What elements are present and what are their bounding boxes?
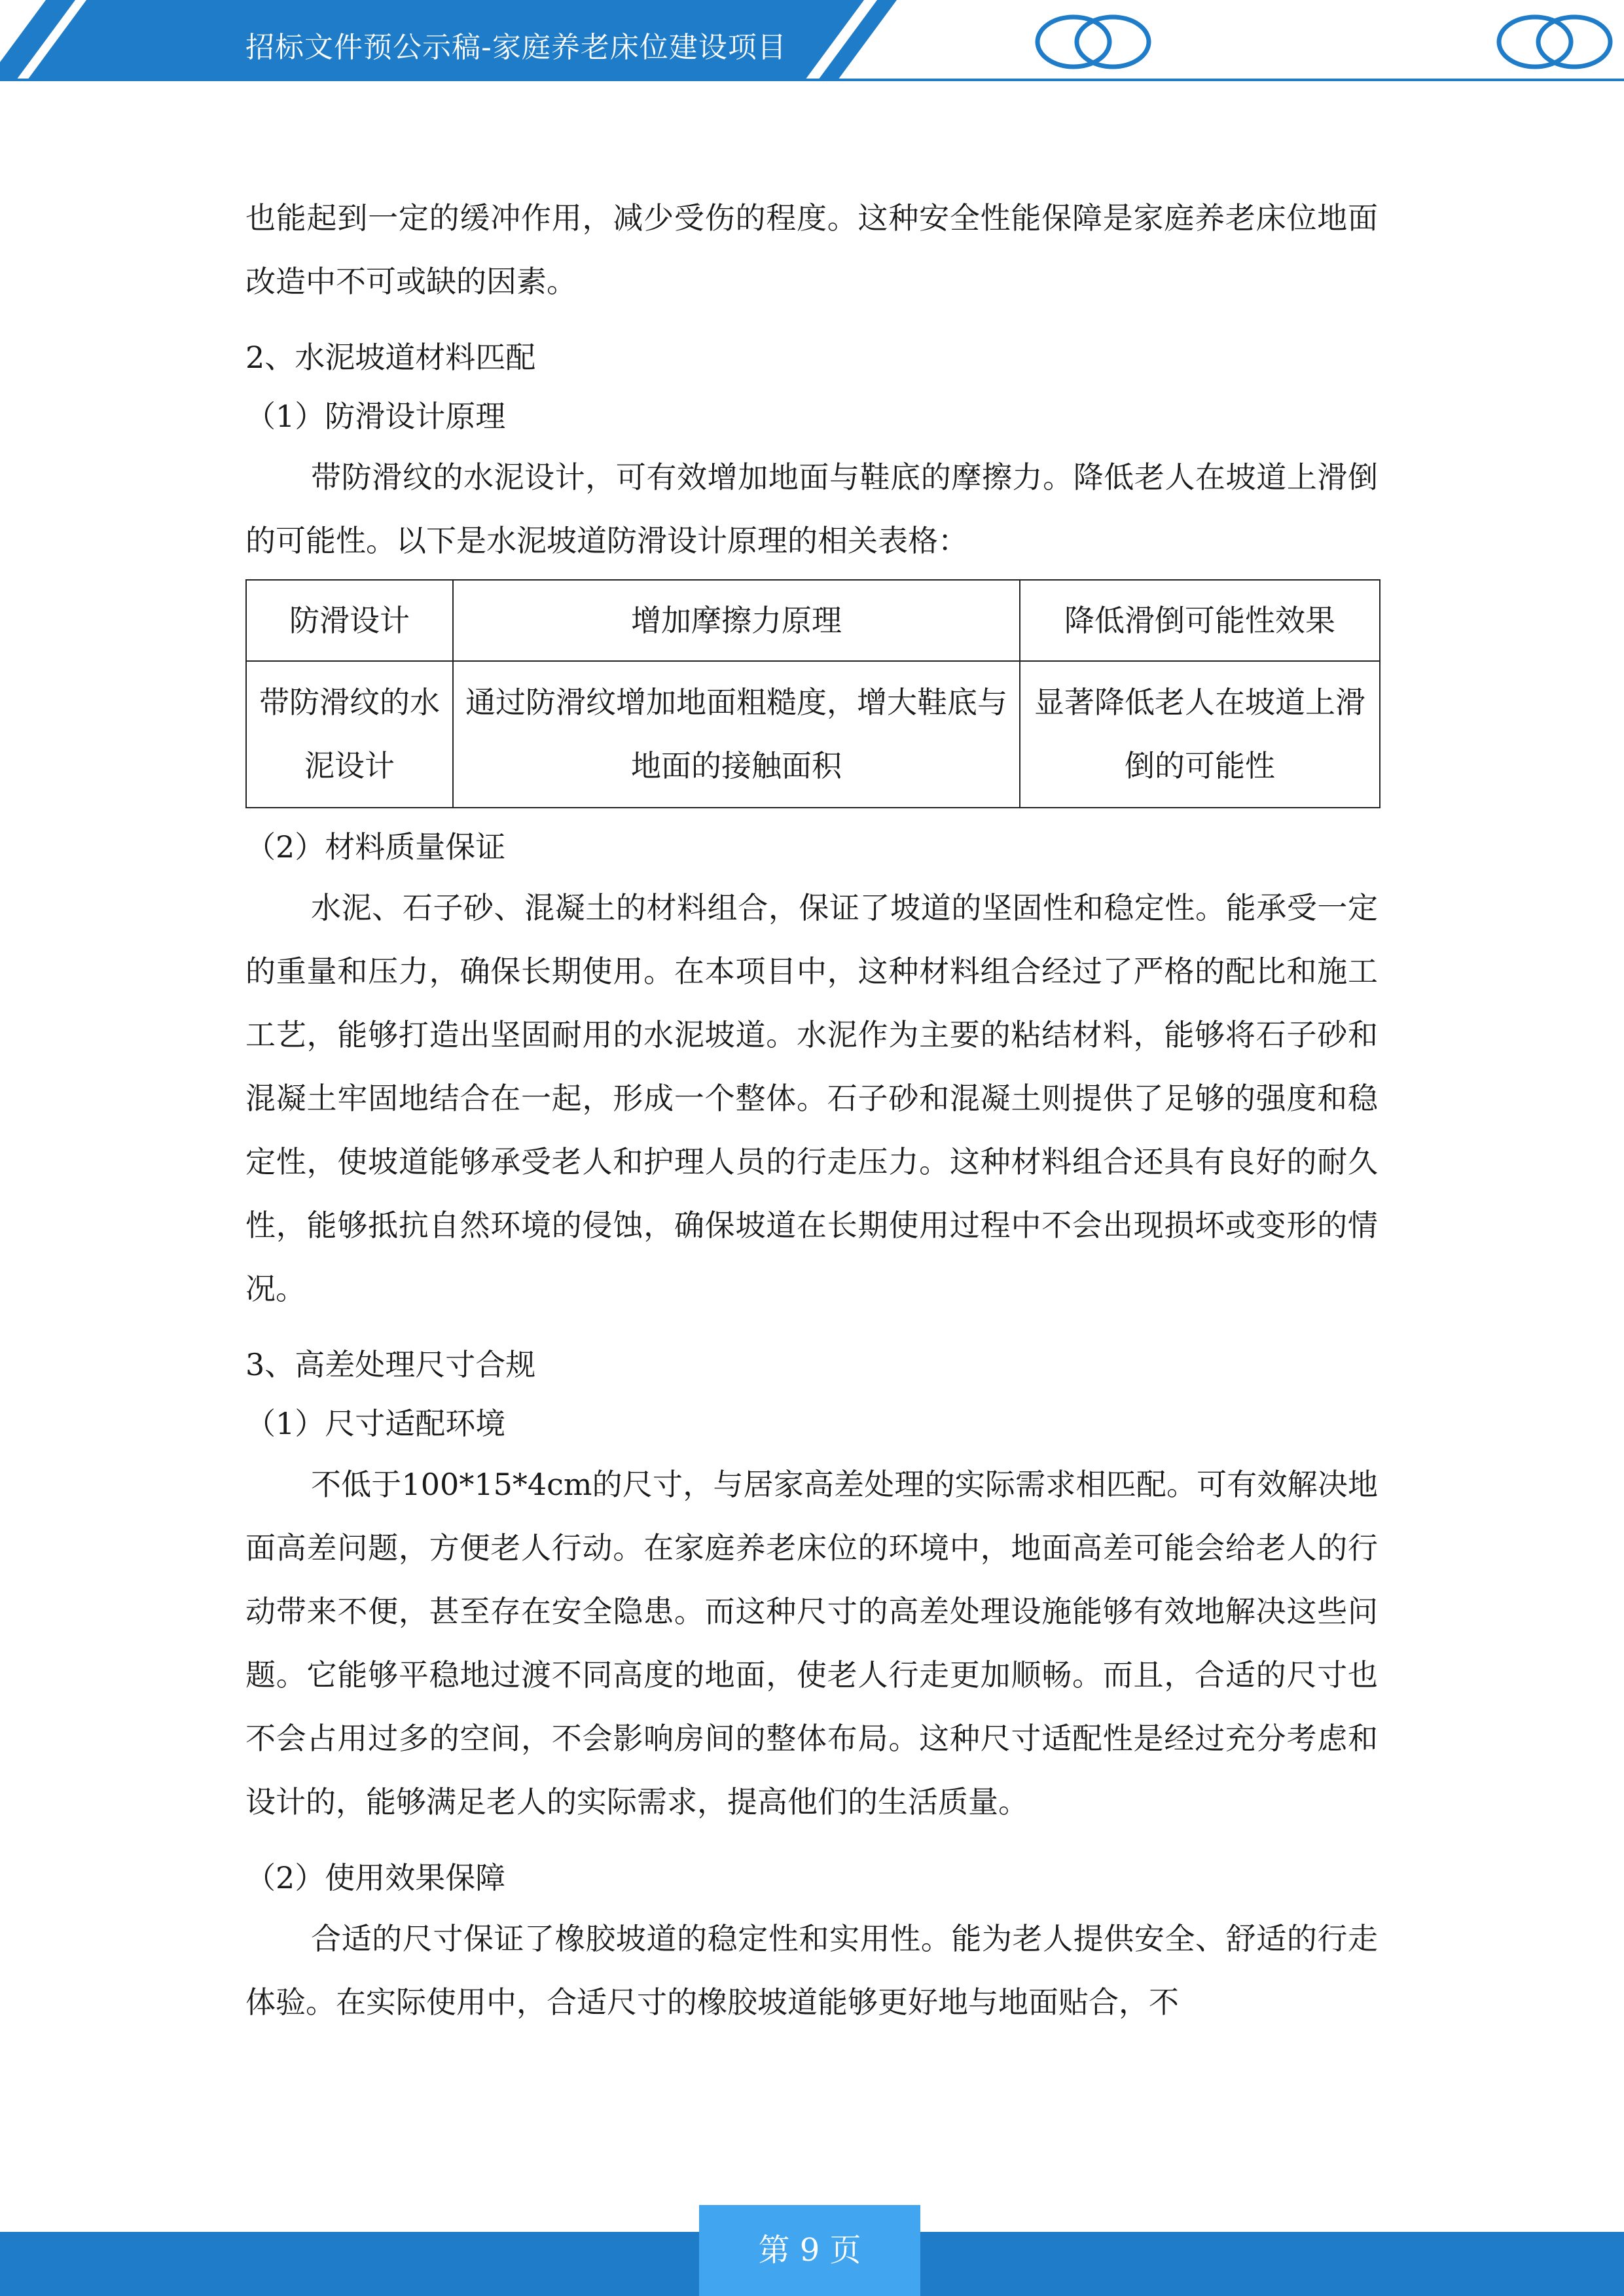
- section-heading: 3、高差处理尺寸合规: [245, 1347, 536, 1382]
- paragraph: 水泥、石子砂、混凝土的材料组合，保证了坡道的坚固性和稳定性。能承受一定的重量和压力，确保长期使用。在本项目中，这种材料组合经过了严格的配比和施工工艺，能够打造出坚固耐用的水泥坡道。水泥作为主要的粘结材料，能够将石子砂和混凝土牢固地结合在一起，形成一个整体。石子砂和混凝土则提供了足够的强度和稳定性，使坡道能够承受老人和护理人员的行走压力。这种材料组合还具有良好的耐久性，能够抵抗自然环境的侵蚀，确保坡道在长期使用过程中不会出现损坏或变形的情况。: [245, 890, 1378, 1306]
- table-cell: 带防滑纹的水泥设计: [246, 661, 453, 808]
- table-header-row: [246, 580, 1380, 661]
- header-title: 招标文件预公示稿-家庭养老床位建设项目: [245, 31, 787, 64]
- table-row: [246, 661, 1380, 808]
- double-ring-icon: [1038, 17, 1149, 67]
- paragraph: 也能起到一定的缓冲作用，减少受伤的程度。这种安全性能保障是家庭养老床位地面改造中不可或缺的因素。: [245, 200, 1378, 299]
- subsection-heading: （2）使用效果保障: [245, 1860, 506, 1895]
- table-cell: 显著降低老人在坡道上滑倒的可能性: [1020, 661, 1380, 808]
- table-cell: 通过防滑纹增加地面粗糙度，增大鞋底与地面的接触面积: [453, 661, 1020, 808]
- document-body: [245, 187, 1378, 2034]
- subsection-heading: （1）防滑设计原理: [245, 399, 506, 434]
- anti-slip-table: [245, 579, 1380, 808]
- page-header: [0, 0, 1624, 85]
- paragraph: 合适的尺寸保证了橡胶坡道的稳定性和实用性。能为老人提供安全、舒适的行走体验。在实际使用中，合适尺寸的橡胶坡道能够更好地与地面贴合，不: [245, 1921, 1378, 2020]
- table-header-cell: 增加摩擦力原理: [453, 580, 1020, 661]
- subsection-heading: （1）尺寸适配环境: [245, 1406, 506, 1441]
- double-ring-icon: [1499, 17, 1610, 67]
- page-number: 第 9 页: [699, 2205, 920, 2296]
- table-header-cell: 降低滑倒可能性效果: [1020, 580, 1380, 661]
- subsection-heading: （2）材料质量保证: [245, 829, 506, 865]
- table-header-cell: 防滑设计: [246, 580, 453, 661]
- paragraph: 带防滑纹的水泥设计，可有效增加地面与鞋底的摩擦力。降低老人在坡道上滑倒的可能性。以下是水泥坡道防滑设计原理的相关表格：: [245, 459, 1378, 558]
- section-heading: 2、水泥坡道材料匹配: [245, 340, 536, 375]
- paragraph: 不低于100*15*4cm的尺寸，与居家高差处理的实际需求相匹配。可有效解决地面高差问题，方便老人行动。在家庭养老床位的环境中，地面高差可能会给老人的行动带来不便，甚至存在安全隐患。而这种尺寸的高差处理设施能够有效地解决这些问题。它能够平稳地过渡不同高度的地面，使老人行走更加顺畅。而且，合适的尺寸也不会占用过多的空间，不会影响房间的整体布局。这种尺寸适配性是经过充分考虑和设计的，能够满足老人的实际需求，提高他们的生活质量。: [245, 1467, 1378, 1820]
